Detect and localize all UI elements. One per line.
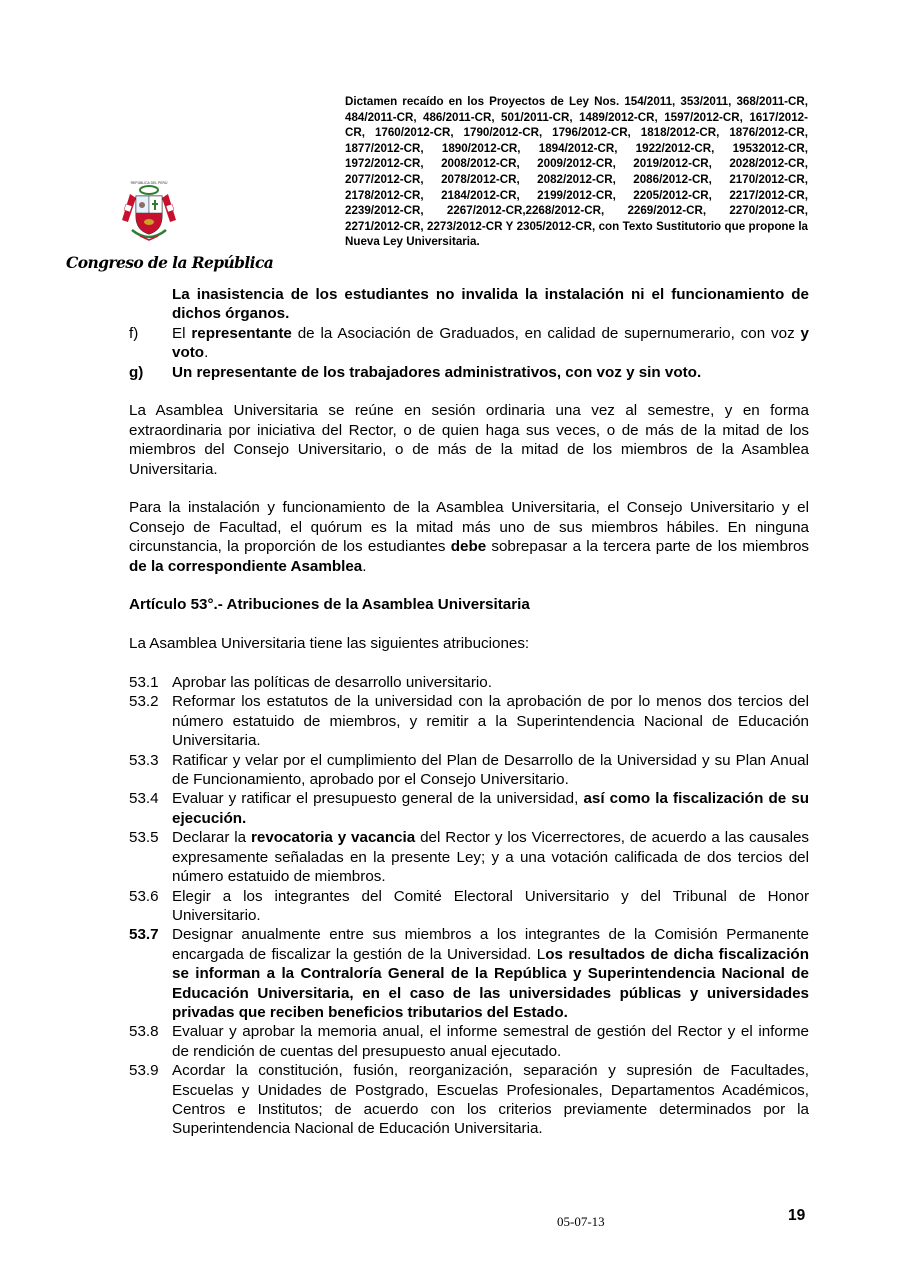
article-intro: La Asamblea Universitaria tiene las siguientes atribuciones:	[129, 635, 530, 653]
list-item-53-3	[129, 751, 809, 790]
article-title: Artículo 53°.- Atribuciones de la Asamblea Universitaria	[129, 596, 530, 614]
list-item-53-1	[129, 673, 809, 692]
list-item-g	[129, 363, 809, 382]
item-label: 53.2	[129, 693, 159, 711]
item-label: 53.3	[129, 751, 159, 769]
item-label: 53.5	[129, 829, 159, 847]
item-label: g)	[129, 363, 144, 381]
list-item-53-7	[129, 925, 809, 1022]
item-label: 53.4	[129, 790, 159, 808]
item-label: 53.8	[129, 1023, 159, 1041]
list-item-53-8	[129, 1022, 809, 1061]
list-item-53-6	[129, 887, 809, 926]
dictamen-header: Dictamen recaído en los Proyectos de Ley Nos. 154/2011, 353/2011, 368/2011-CR, 484/2011-CR, 486/2011-CR, 501/2011-CR, 1489/2012-CR, 1597/2012-CR, 1617/2012-CR, 1760/2012-CR, 1790/2012-CR, 1796/2012-CR, 1818/2012-CR, 1876/2012-CR, 1877/2012-CR, 1890/2012-CR, 1894/2012-CR, 1922/2012-CR, 19532012-CR, 1972/2012-CR, 2008/2012-CR, 2009/2012-CR, 2019/2012-CR, 2028/2012-CR, 2077/2012-CR, 2078/2012-CR, 2082/2012-CR, 2086/2012-CR, 2170/2012-CR, 2178/2012-CR, 2184/2012-CR, 2199/2012-CR, 2205/2012-CR, 2217/2012-CR, 2239/2012-CR, 2267/2012-CR,2268/2012-CR, 2269/2012-CR, 2270/2012-CR, 2271/2012-CR, 2273/2012-CR Y 2305/2012-CR, con Texto Sustitutorio que propone la Nueva Ley Universitaria.	[345, 95, 808, 249]
document-body	[129, 285, 809, 1139]
item-label: 53.9	[129, 1062, 159, 1080]
paragraph-quorum: Para la instalación y funcionamiento de la Asamblea Universitaria, el Consejo Universitario y el Consejo de Facultad, el quórum es la mitad más uno de sus miembros hábiles. En ninguna circunstancia, la proporción de los estudiantes debe sobrepasar a la tercera parte de los miembros de la correspondiente Asamblea.	[129, 499, 809, 575]
item-label: 53.1	[129, 674, 159, 692]
item-text: Ratificar y velar por el cumplimiento del Plan de Desarrollo de la Universidad y su Plan Anual de Funcionamiento, aprobado por el Consejo Universitario.	[172, 751, 809, 789]
congreso-caption: Congreso de la República	[66, 253, 274, 272]
item-text: Reformar los estatutos de la universidad con la aprobación de por lo menos dos tercios del número estatuido de miembros, y remitir a la Superintendencia Nacional de Educación Universitaria.	[172, 693, 809, 750]
coat-of-arms-icon	[120, 180, 178, 244]
list-item-53-9	[129, 1061, 809, 1139]
item-label: 53.6	[129, 887, 159, 905]
item-label: 53.7	[129, 926, 159, 944]
footer-date: 05-07-13	[557, 1214, 605, 1229]
seal-text: REPÚBLICA DEL PERÚ	[130, 181, 168, 185]
list-item-53-5	[129, 828, 809, 886]
item-text: Evaluar y aprobar la memoria anual, el informe semestral de gestión del Rector y el informe de rendición de cuentas del presupuesto anual ejecutado.	[172, 1023, 809, 1060]
item-text: El representante de la Asociación de Graduados, en calidad de supernumerario, con voz y voto.	[172, 324, 809, 362]
list-item-f	[129, 324, 809, 363]
item-label: f)	[129, 324, 139, 342]
item-text: Acordar la constitución, fusión, reorganización, separación y supresión de Facultades, Escuelas y Unidades de Postgrado, Escuelas Profesionales, Departamentos Académicos, Centros e Institutos; de acuerdo con los criterios previamente determinados por la Superintendencia Nacional de Educación Universitaria.	[172, 1062, 809, 1138]
page-number: 19	[788, 1207, 806, 1224]
item-text: Designar anualmente entre sus miembros a los integrantes de la Comisión Permanente encargada de fiscalizar la gestión de la Universidad. Los resultados de dicha fiscalización se informan a la Contraloría General de la República y Superintendencia Nacional de Educación Universitaria, en el caso de las universidades públicas y universidades privadas que reciben beneficios tributarios del Estado.	[172, 926, 809, 1021]
item-text: Aprobar las políticas de desarrollo universitario.	[172, 674, 492, 692]
item-text: Evaluar y ratificar el presupuesto general de la universidad, así como la fiscalización de su ejecución.	[172, 790, 809, 827]
list-item-53-4	[129, 789, 809, 828]
paragraph-sesion: La Asamblea Universitaria se reúne en sesión ordinaria una vez al semestre, y en forma extraordinaria por iniciativa del Rector, o de quien haga sus veces, o de más de la mitad de los miembros del Consejo Universitario, o de más de la mitad de los miembros de la Asamblea Universitaria.	[129, 402, 809, 478]
item-text: Un representante de los trabajadores administrativos, con voz y sin voto.	[172, 363, 702, 381]
item-text: Elegir a los integrantes del Comité Electoral Universitario y del Tribunal de Honor Universitario.	[172, 887, 809, 924]
list-item-53-2	[129, 692, 809, 750]
continuation-text: La inasistencia de los estudiantes no invalida la instalación ni el funcionamiento de dichos órganos.	[172, 286, 809, 323]
item-text: Declarar la revocatoria y vacancia del Rector y los Vicerrectores, de acuerdo a las causales expresamente señaladas en la presente Ley; y a una votación calificada de dos tercios del número estatuido de miembros.	[172, 829, 809, 886]
